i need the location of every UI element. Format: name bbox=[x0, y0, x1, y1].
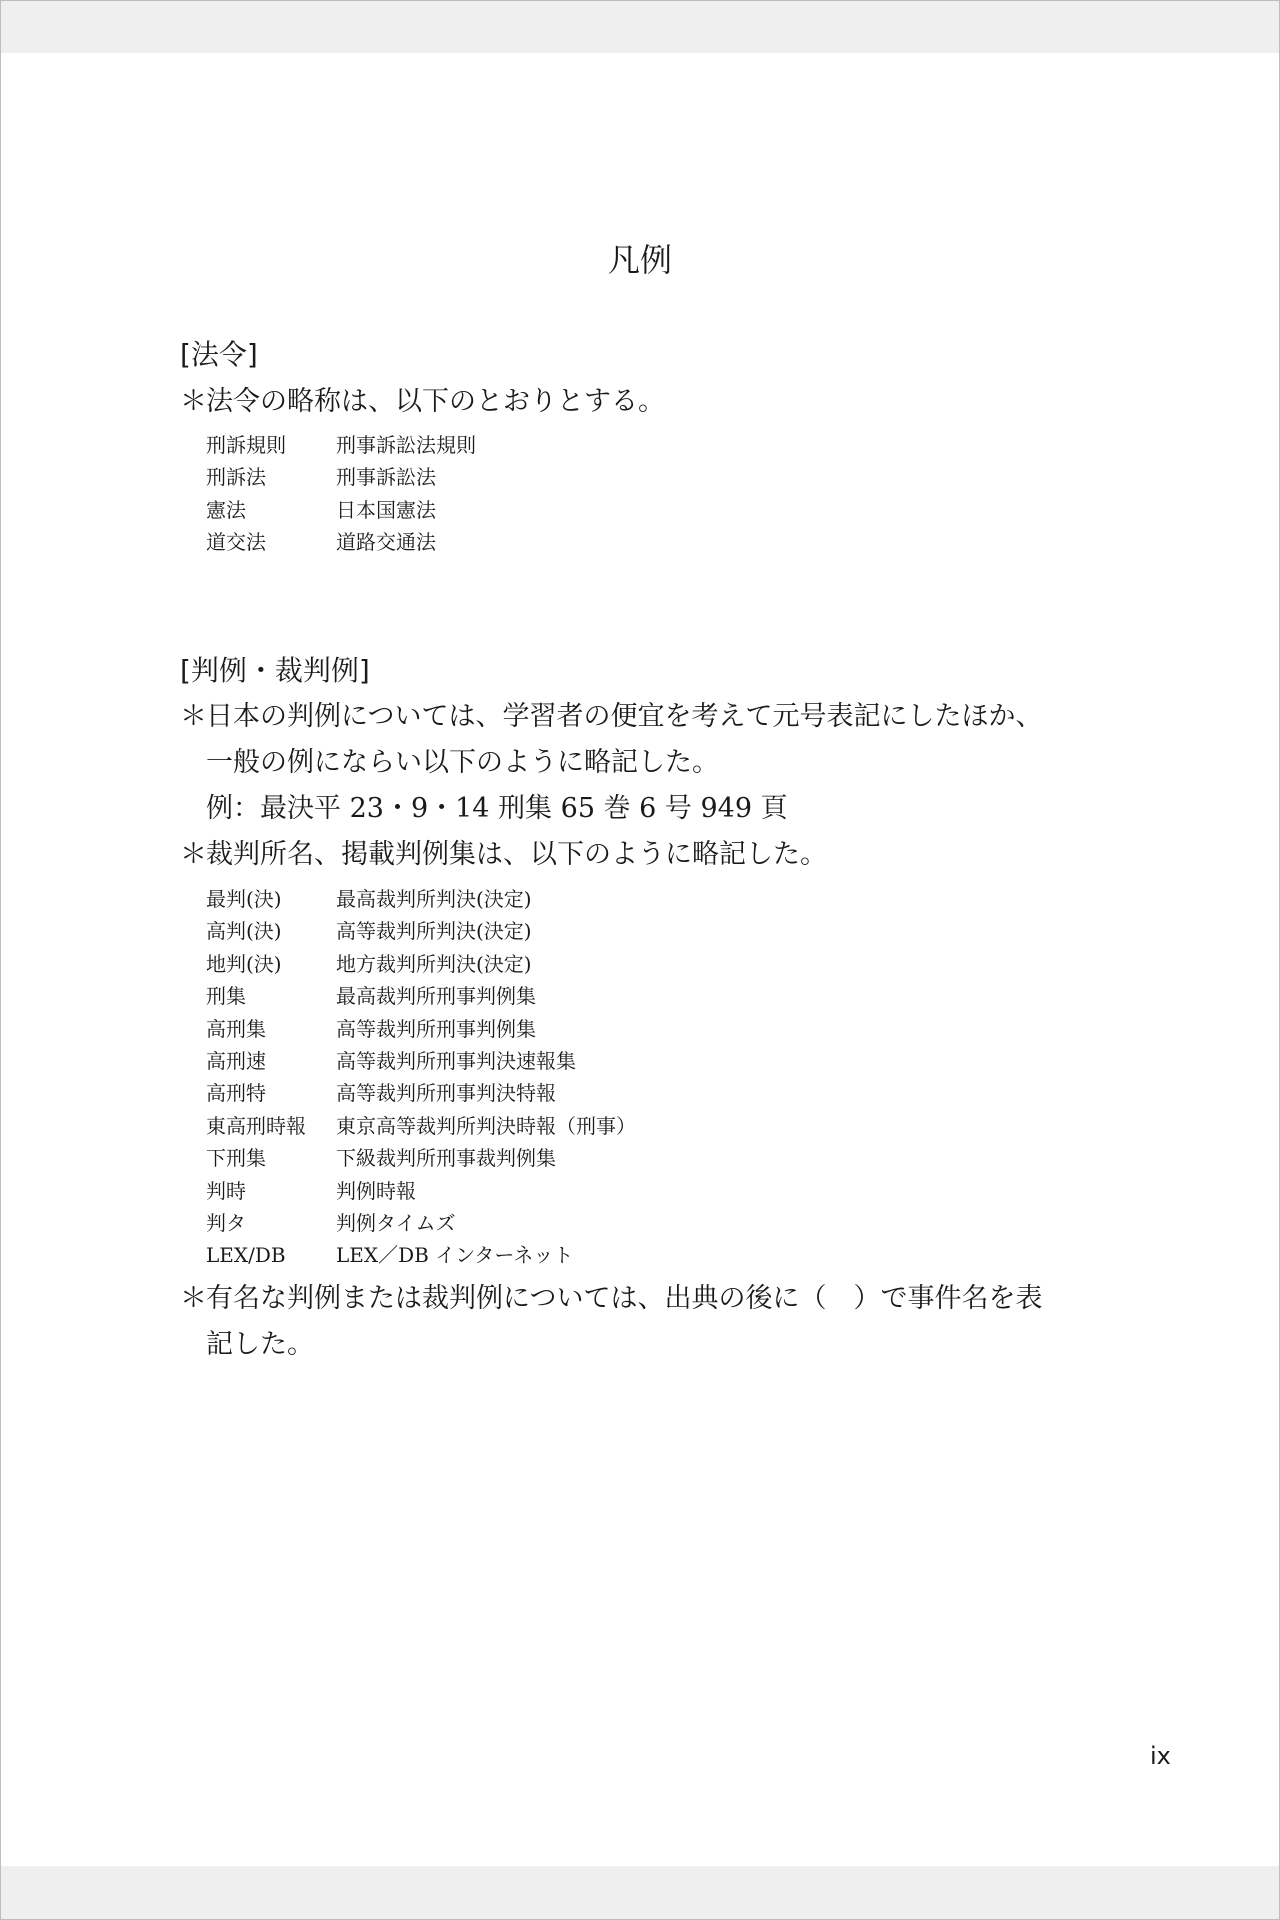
abbr-term: 高刑速 bbox=[206, 1049, 266, 1074]
cases-para1-line2: 一般の例にならい以下のように略記した。 bbox=[206, 747, 719, 778]
list-item bbox=[206, 1142, 636, 1174]
laws-abbr-list bbox=[206, 429, 476, 559]
laws-heading: [法令] bbox=[180, 338, 258, 371]
abbr-term: 下刑集 bbox=[206, 1146, 266, 1171]
bullet-mark: ＊ bbox=[180, 386, 207, 417]
abbr-term: 高刑特 bbox=[206, 1081, 266, 1106]
abbr-term: 高刑集 bbox=[206, 1016, 266, 1041]
viewer-top-band bbox=[1, 1, 1279, 53]
abbr-term: 刑訴法 bbox=[206, 465, 266, 490]
abbr-definition: 刑事訴訟法規則 bbox=[336, 433, 476, 457]
abbr-term: LEX/DB bbox=[206, 1243, 286, 1268]
list-item bbox=[206, 494, 476, 526]
list-item bbox=[206, 429, 476, 461]
cases-para1-text: 日本の判例については、学習者の便宜を考えて元号表記にしたほか、 bbox=[206, 701, 1043, 732]
cases-para3-line2: 記した。 bbox=[206, 1329, 314, 1360]
abbr-definition: 下級裁判所刑事裁判例集 bbox=[336, 1146, 556, 1171]
list-item bbox=[206, 1175, 636, 1207]
list-item bbox=[206, 948, 636, 980]
bullet-mark: ＊ bbox=[180, 839, 207, 870]
cases-para3-line1 bbox=[180, 1276, 1100, 1322]
list-item bbox=[206, 526, 476, 558]
abbr-definition: 高等裁判所刑事判決速報集 bbox=[336, 1049, 576, 1074]
list-item bbox=[206, 461, 476, 493]
abbr-definition: 最高裁判所刑事判例集 bbox=[336, 984, 536, 1009]
abbr-definition: 最高裁判所判決(決定) bbox=[336, 887, 532, 911]
abbr-term: 地判(決) bbox=[206, 951, 282, 976]
bullet-mark: ＊ bbox=[180, 701, 207, 732]
abbr-definition: 地方裁判所判決(決定) bbox=[336, 951, 532, 976]
list-item bbox=[206, 980, 636, 1012]
cases-abbr-list bbox=[206, 883, 636, 1272]
list-item bbox=[206, 915, 636, 947]
abbr-term: 最判(決) bbox=[206, 887, 282, 911]
abbr-term: 憲法 bbox=[206, 497, 246, 522]
abbr-definition: LEX／DB インターネット bbox=[336, 1243, 574, 1268]
page-title: 凡例 bbox=[607, 241, 672, 279]
cases-heading: [判例・裁判例] bbox=[180, 654, 370, 687]
abbr-term: 判時 bbox=[206, 1178, 246, 1203]
abbr-term: 刑訴規則 bbox=[206, 433, 286, 457]
list-item bbox=[206, 1013, 636, 1045]
cases-para1-line1 bbox=[180, 694, 1100, 740]
abbr-definition: 東京高等裁判所判決時報（刑事） bbox=[336, 1113, 636, 1138]
abbr-term: 刑集 bbox=[206, 984, 246, 1009]
list-item bbox=[206, 1207, 636, 1239]
laws-intro-text: 法令の略称は、以下のとおりとする。 bbox=[206, 386, 665, 417]
list-item bbox=[206, 1077, 636, 1109]
bullet-mark: ＊ bbox=[180, 1283, 207, 1314]
cases-para2-text: 裁判所名、掲載判例集は、以下のように略記した。 bbox=[206, 839, 827, 870]
list-item bbox=[206, 883, 636, 915]
cases-para3-text: 有名な判例または裁判例については、出典の後に（ ）で事件名を表 bbox=[206, 1283, 1043, 1314]
abbr-definition: 日本国憲法 bbox=[336, 497, 436, 522]
cases-example: 例：最決平 23・9・14 刑集 65 巻 6 号 949 頁 bbox=[206, 793, 788, 824]
viewer-bottom-band bbox=[1, 1866, 1279, 1919]
abbr-term: 判タ bbox=[206, 1211, 246, 1236]
abbr-term: 高判(決) bbox=[206, 919, 282, 944]
list-item bbox=[206, 1045, 636, 1077]
abbr-definition: 高等裁判所刑事判決特報 bbox=[336, 1081, 556, 1106]
page-number: ix bbox=[1150, 1742, 1171, 1770]
abbr-definition: 高等裁判所刑事判例集 bbox=[336, 1016, 536, 1041]
abbr-definition: 判例タイムズ bbox=[336, 1211, 456, 1236]
abbr-term: 道交法 bbox=[206, 530, 266, 555]
abbr-definition: 判例時報 bbox=[336, 1178, 416, 1203]
abbr-definition: 刑事訴訟法 bbox=[336, 465, 436, 490]
abbr-definition: 高等裁判所判決(決定) bbox=[336, 919, 532, 944]
list-item bbox=[206, 1110, 636, 1142]
abbr-definition: 道路交通法 bbox=[336, 530, 436, 555]
list-item bbox=[206, 1239, 636, 1271]
laws-intro bbox=[180, 379, 1100, 425]
abbr-term: 東高刑時報 bbox=[206, 1113, 306, 1138]
cases-para2 bbox=[180, 832, 1100, 878]
